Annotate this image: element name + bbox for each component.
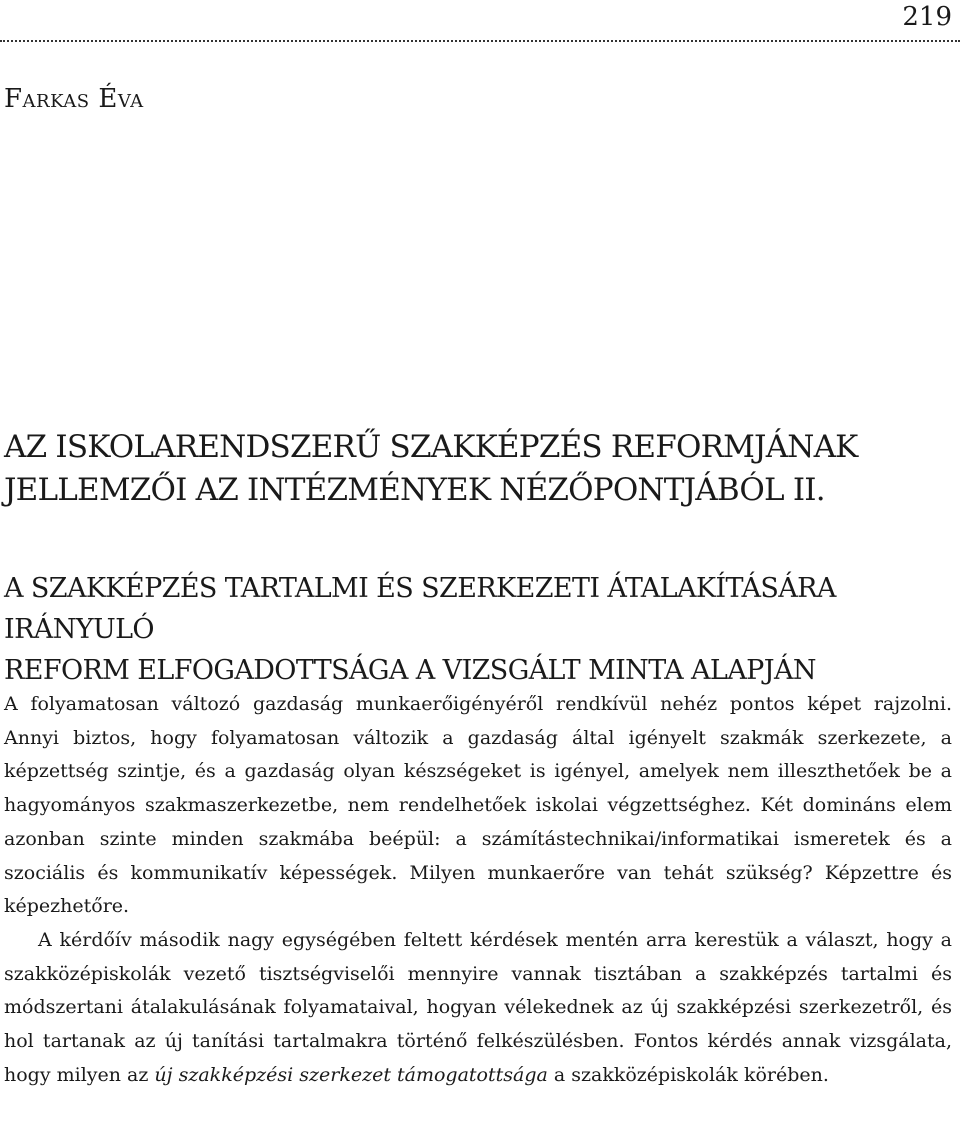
article-title [4,426,954,512]
section-heading [4,568,954,691]
paragraph-2-text: A kérdőív második nagy egységében feltett kérdések mentén arra kerestük a választ, hogy a szakközépiskolák vezető tisztségviselői mennyire vannak tisztában a szakképzés tartalmi és módszertani átalakulásának folyamataival, hogyan vélekednek az új szakképzési szerkezetről, és hol tartanak az új tanítási tartalmakra történő felkészülésben. Fontos kérdés annak vizsgálata, hogy milyen az [4,928,952,1086]
paragraph-2 [4,924,952,1093]
paragraph-2-ending: a szakközépiskolák körében. [547,1063,829,1086]
paragraph-2-emphasis: új szakképzési szerkezet támogatottsága [154,1063,548,1086]
section-heading-line-1: A SZAKKÉPZÉS TARTALMI ÉS SZERKEZETI ÁTALAKÍTÁSÁRA IRÁNYULÓ [4,573,836,645]
page-number: 219 [902,2,952,32]
article-title-line-1: AZ ISKOLARENDSZERŰ SZAKKÉPZÉS REFORMJÁNAK [4,429,858,465]
body-text [4,688,952,1092]
author-name: Farkas Éva [4,84,144,114]
article-title-line-2: JELLEMZŐI AZ INTÉZMÉNYEK NÉZŐPONTJÁBÓL II. [4,472,825,508]
section-heading-line-2: REFORM ELFOGADOTTSÁGA A VIZSGÁLT MINTA ALAPJÁN [4,655,816,686]
header-dotted-rule [0,40,960,42]
paragraph-1: A folyamatosan változó gazdaság munkaerőigényéről rendkívül nehéz pontos képet rajzolni. Annyi biztos, hogy folyamatosan változik a gazdaság által igényelt szakmák szerkezete, a képzettség szintje, és a gazdaság olyan készségeket is igényel, amelyek nem illeszthetőek be a hagyományos szakmaszerkezetbe, nem rendelhetőek iskolai végzettséghez. Két domináns elem azonban szinte minden szakmába beépül: a számítástechnikai/informatikai ismeretek és a szociális és kommunikatív képességek. Milyen munkaerőre van tehát szükség? Képzettre és képezhetőre. [4,693,952,918]
